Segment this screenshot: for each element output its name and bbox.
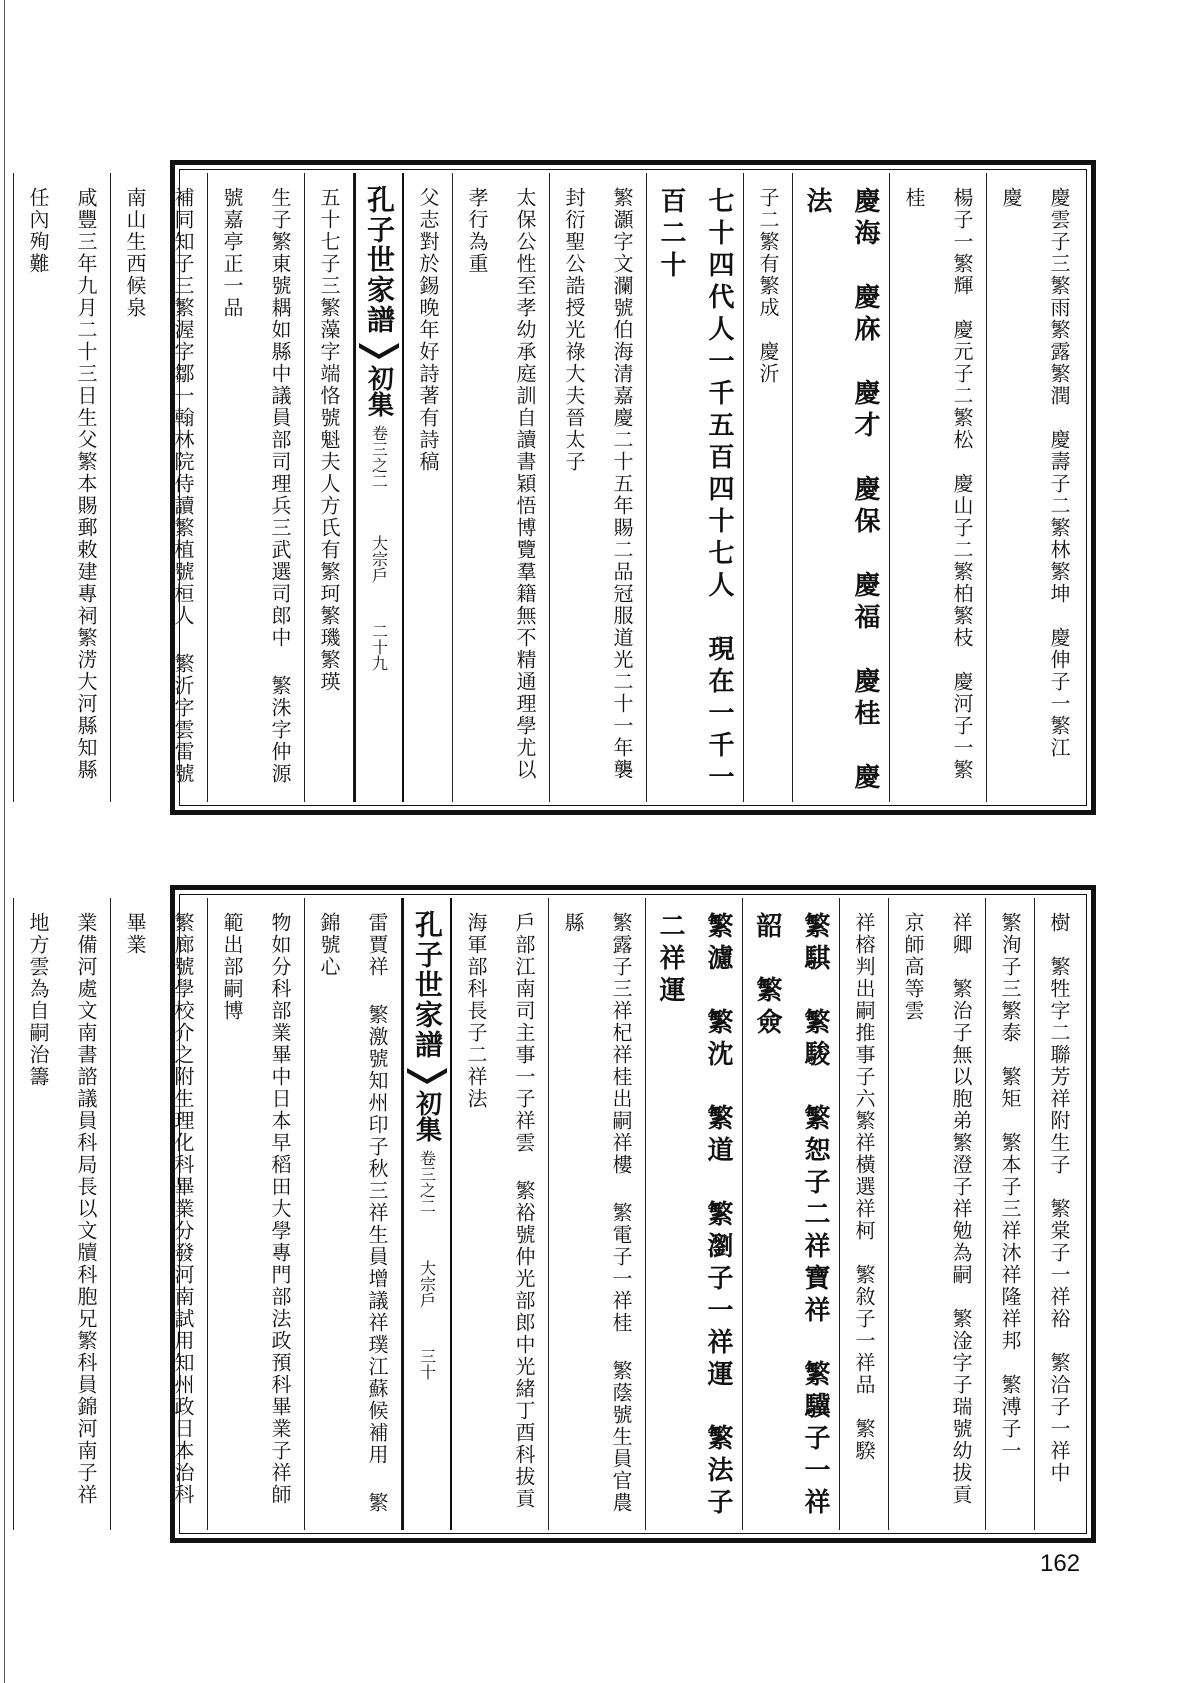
text-column: 繁廊號學校介之附生理化科畢業分發河南試用知州政日本治科畢業 xyxy=(111,898,208,1530)
text-column: 慶雲子三繁雨繁露繁潤 慶壽子二繁林繁坤 慶伸子一繁江 慶 xyxy=(999,187,1071,781)
text-column: 雷賈祥 繁激號知州印子秋三祥生員增議祥璞江蘇候補用 繁錦號心 xyxy=(305,898,402,1530)
text-column: 繁洵子三繁泰 繁矩 繁本子三祥沐祥隆祥邦 繁溥子一 xyxy=(986,898,1035,1530)
volume-label: 卷三之二 xyxy=(417,1150,437,1214)
text-column: 繁灝字文瀾號伯海清嘉慶二十五年賜二品冠服道光二十一年襲封衍聖公誥授光祿大夫晉太子 xyxy=(550,173,647,802)
generation-heading: 七十四代人一千五百四十七人 現在一千一百二十 xyxy=(647,173,744,802)
branch-label: 大宗戶 xyxy=(417,1260,437,1308)
text-column: 繁露子三祥杞祥桂出嗣祥樓 繁電子一祥桂 繁蔭號生員官農縣 xyxy=(549,898,646,1530)
folio-number: 二十九 xyxy=(369,623,389,671)
book-spine xyxy=(402,898,452,1530)
text-column xyxy=(0,898,14,1530)
text-column xyxy=(0,173,14,802)
book-title: 孔子世家譜 xyxy=(411,910,444,1060)
genealogy-page-top xyxy=(26,160,1096,815)
text-column: 業備河處文南書諮議員科局長以文牘科胞兄繁科員錦河南子祥地方雲為自嗣治籌 xyxy=(14,898,111,1530)
text-column: 咸豐三年九月二十三日生父繁本賜郵敕建專祠繁淓大河縣知縣任內殉難 xyxy=(14,173,111,802)
text-column: 戶部江南司主事一子祥雲 繁裕號仲光部郎中光緒丁酉科拔貢海軍部科長子二祥法 xyxy=(452,898,549,1530)
text-column: 繁騏 繁駿 繁恕子二祥寶祥 繁驥子一祥韶 繁僉 xyxy=(743,898,840,1530)
volume-label: 卷三之二 xyxy=(369,425,389,489)
text-column: 五十七子三繁藻字端恪號魁夫人方氏有繁珂繁璣繁瑛 xyxy=(305,173,354,802)
book-title: 孔子世家譜 xyxy=(363,185,396,335)
branch-label: 大宗戶 xyxy=(369,535,389,583)
text-column: 太保公性至孝幼承庭訓自讀書穎悟博覽羣籍無不精通理學尤以孝行為重 xyxy=(453,173,550,802)
text-column: 補同知子三繁渥字鄒一翰林院侍讀繁植號桓人 繁沂字雲雷號南山生西候泉 xyxy=(111,173,208,802)
genealogy-page-bottom xyxy=(26,885,1096,1543)
text-column: 祥卿 繁治子無以胞弟繁澄子祥勉為嗣 繁淦字子瑞號幼拔貢京師高等雲 xyxy=(889,898,986,1530)
page-number: 162 xyxy=(1040,1550,1081,1577)
text-column: 物如分科部業畢中日本早稻田大學專門部法政預科畢業子祥師範出部嗣博 xyxy=(208,898,305,1530)
text-column: 子二繁有繁成 慶沂 xyxy=(744,173,793,802)
text-column: 樹 繁牲字二聯芳祥附生子 繁棠子一祥裕 繁洽子一祥中 xyxy=(1047,912,1071,1484)
text-column: 生子繁東號耦如縣中議員部司理兵三武選司郎中 繁洙字仲源號嘉亭正一品 xyxy=(208,173,305,802)
fish-tail-mark xyxy=(407,1068,447,1084)
text-columns xyxy=(26,173,1083,802)
text-column: 慶海 慶庥 慶才 慶保 慶福 慶桂 慶法 xyxy=(793,173,890,802)
text-column: 祥榕判出嗣推事子六繁祥橫選祥柯 繁敘子一祥品 繁騤 xyxy=(840,898,889,1530)
text-column: 繁濾 繁沈 繁道 繁瀏子一祥運 繁法子二祥運 xyxy=(646,898,743,1530)
edition-label: 初集 xyxy=(411,1090,442,1142)
text-columns xyxy=(26,898,1083,1530)
edition-label: 初集 xyxy=(363,365,394,417)
text-column: 父志對於錫晚年好詩著有詩稿 xyxy=(404,173,453,802)
folio-number: 三十 xyxy=(417,1348,437,1380)
fish-tail-mark xyxy=(359,343,399,359)
text-column: 楊子一繁輝 慶元子二繁松 慶山子二繁柏繁枝 慶河子一繁桂 xyxy=(890,173,987,802)
book-spine xyxy=(354,173,404,802)
